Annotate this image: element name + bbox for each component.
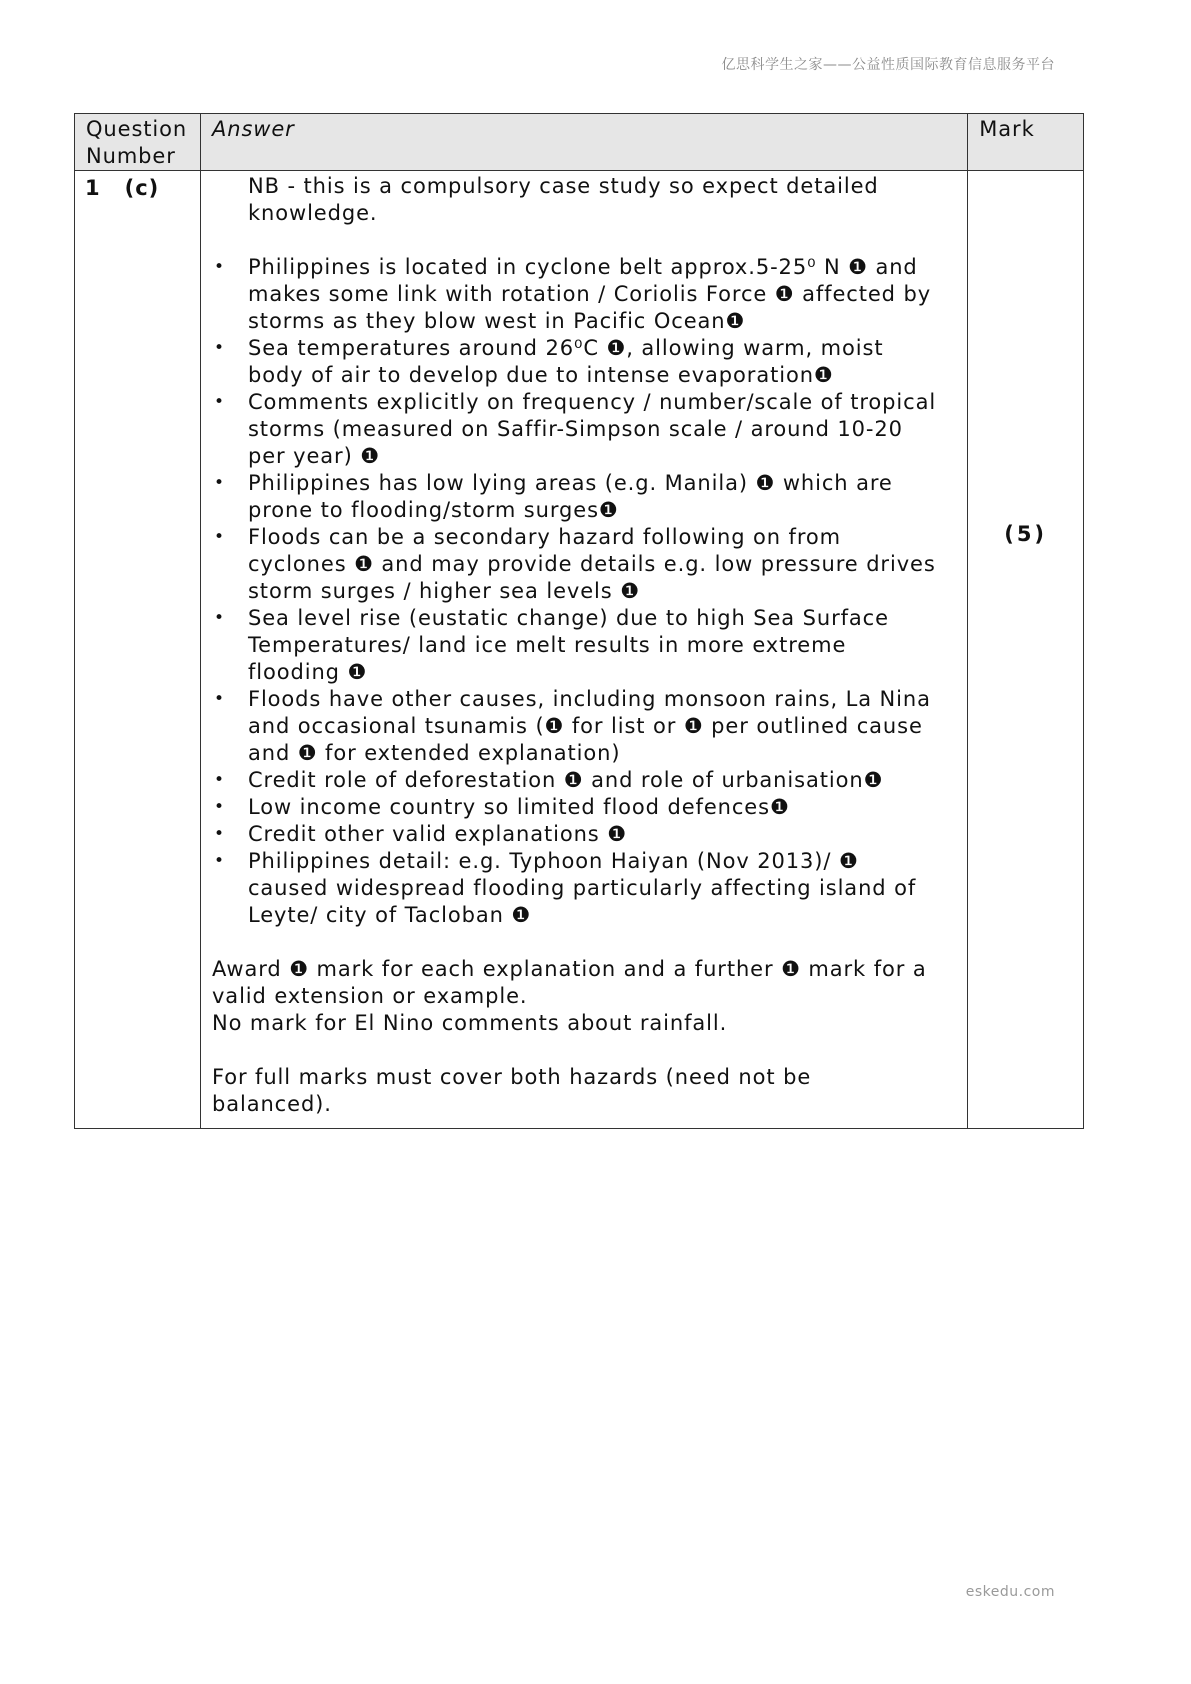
table-header-row [75,114,1084,171]
table-row [75,171,1084,1129]
bullet-10: • Credit other valid explanations ❶ [212,821,937,848]
bullet-8: • Credit role of deforestation ❶ and role of urbanisation❶ [212,767,937,794]
bullet-6: • Sea level rise (eustatic change) due to high Sea Surface Temperatures/ land ice melt results in more extreme flooding ❶ [212,605,937,686]
bullet-2: • Sea temperatures around 26⁰C ❶, allowing warm, moist body of air to develop due to intense evaporation❶ [212,335,937,389]
bullet-7: • Floods have other causes, including monsoon rains, La Nina and occasional tsunamis (❶ for list or ❶ per outlined cause and ❶ for extended explanation) [212,686,937,767]
bullet-1: • Philippines is located in cyclone belt approx.5-25⁰ N ❶ and makes some link with rotation / Coriolis Force ❶ affected by storms as they blow west in Pacific Ocean❶ [212,254,937,335]
mark-scheme-table [74,113,1084,1129]
question-number-header: Question Number [75,114,201,171]
answer-cell [200,171,967,1129]
no-mark-guidance: No mark for El Nino comments about rainfall. [211,1011,728,1035]
mark-cell [968,171,1084,1129]
bullet-4: • Philippines has low lying areas (e.g. Manila) ❶ which are prone to flooding/storm surges❶ [212,470,937,524]
case-study-note: NB - this is a compulsory case study so expect detailed knowledge. [247,174,879,225]
question-number-cell [75,171,201,1129]
bullet-3: • Comments explicitly on frequency / number/scale of tropical storms (measured on Saffir-Simpson scale / around 10-20 per year) ❶ [212,389,937,470]
question-part: (c) [124,176,160,200]
site-header: 亿思科学生之家——公益性质国际教育信息服务平台 [721,57,1055,73]
bullet-9: • Low income country so limited flood defences❶ [212,794,937,821]
bullet-5: • Floods can be a secondary hazard following on from cyclones ❶ and may provide details e.g. low pressure drives storm surges / higher sea levels ❶ [212,524,937,605]
award-guidance: Award ❶ mark for each explanation and a further ❶ mark for a valid extension or example. [211,957,927,1008]
mark-value: (5) [1004,522,1048,546]
mark-header: Mark [968,114,1084,171]
answer-bullet-list [212,254,937,929]
full-marks-guidance: For full marks must cover both hazards (need not be balanced). [211,1065,812,1116]
bullet-11: • Philippines detail: e.g. Typhoon Haiyan (Nov 2013)/ ❶ caused widespread flooding particularly affecting island of Leyte/ city of Tacloban ❶ [212,848,937,929]
answer-header: Answer [200,114,967,171]
site-footer: eskedu.com [965,1584,1055,1600]
question-number: 1 [85,176,101,200]
